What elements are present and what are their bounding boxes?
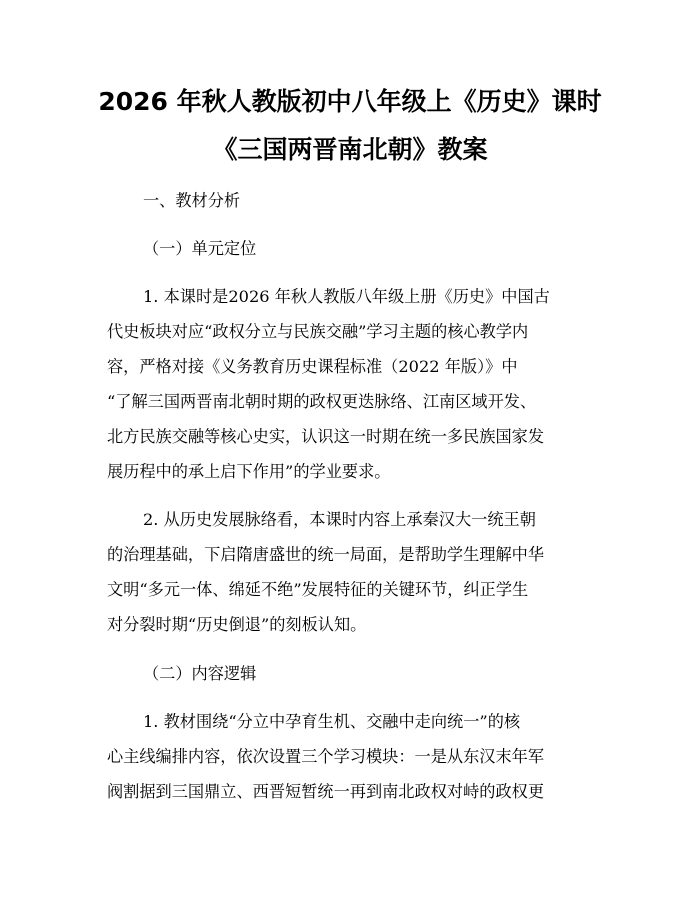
document-title-line-2: 《三国两晋南北朝》教案: [212, 135, 488, 164]
document-title-line-1: 2026 年秋人教版初中八年级上《历史》课时: [98, 87, 602, 116]
paragraph-line: 代史板块对应“政权分立与民族交融”学习主题的核心教学内: [107, 322, 529, 341]
paragraph-line: 阀割据到三国鼎立、西晋短暂统一再到南北政权对峙的政权更: [107, 782, 545, 801]
subsection-heading-unit-position: （一）单元定位: [143, 239, 257, 258]
paragraph-line: 1. 本课时是2026 年秋人教版八年级上册《历史》中国古: [143, 287, 550, 306]
section-heading-textbook-analysis: 一、教材分析: [143, 191, 241, 210]
paragraph-line: 文明“多元一体、绵延不绝”发展特征的关键环节，纠正学生: [107, 580, 529, 599]
paragraph-line: 心主线编排内容，依次设置三个学习模块：一是从东汉末年军: [107, 747, 545, 766]
paragraph-line: 的治理基础，下启隋唐盛世的统一局面，是帮助学生理解中华: [107, 545, 545, 564]
paragraph-line: 北方民族交融等核心史实，认识这一时期在统一多民族国家发: [107, 427, 545, 446]
paragraph-line: 展历程中的承上启下作用”的学业要求。: [107, 462, 391, 481]
paragraph-line: 2. 从历史发展脉络看，本课时内容上承秦汉大一统王朝: [143, 510, 536, 529]
paragraph-line: 容，严格对接《义务教育历史课程标准（2022 年版）》中: [107, 357, 518, 376]
paragraph-line: “了解三国两晋南北朝时期的政权更迭脉络、江南区域开发、: [107, 392, 537, 411]
subsection-heading-content-logic: （二）内容逻辑: [143, 664, 257, 683]
paragraph-line: 对分裂时期“历史倒退”的刻板认知。: [107, 615, 367, 634]
paragraph-line: 1. 教材围绕“分立中孕育生机、交融中走向统一”的核: [143, 712, 521, 731]
